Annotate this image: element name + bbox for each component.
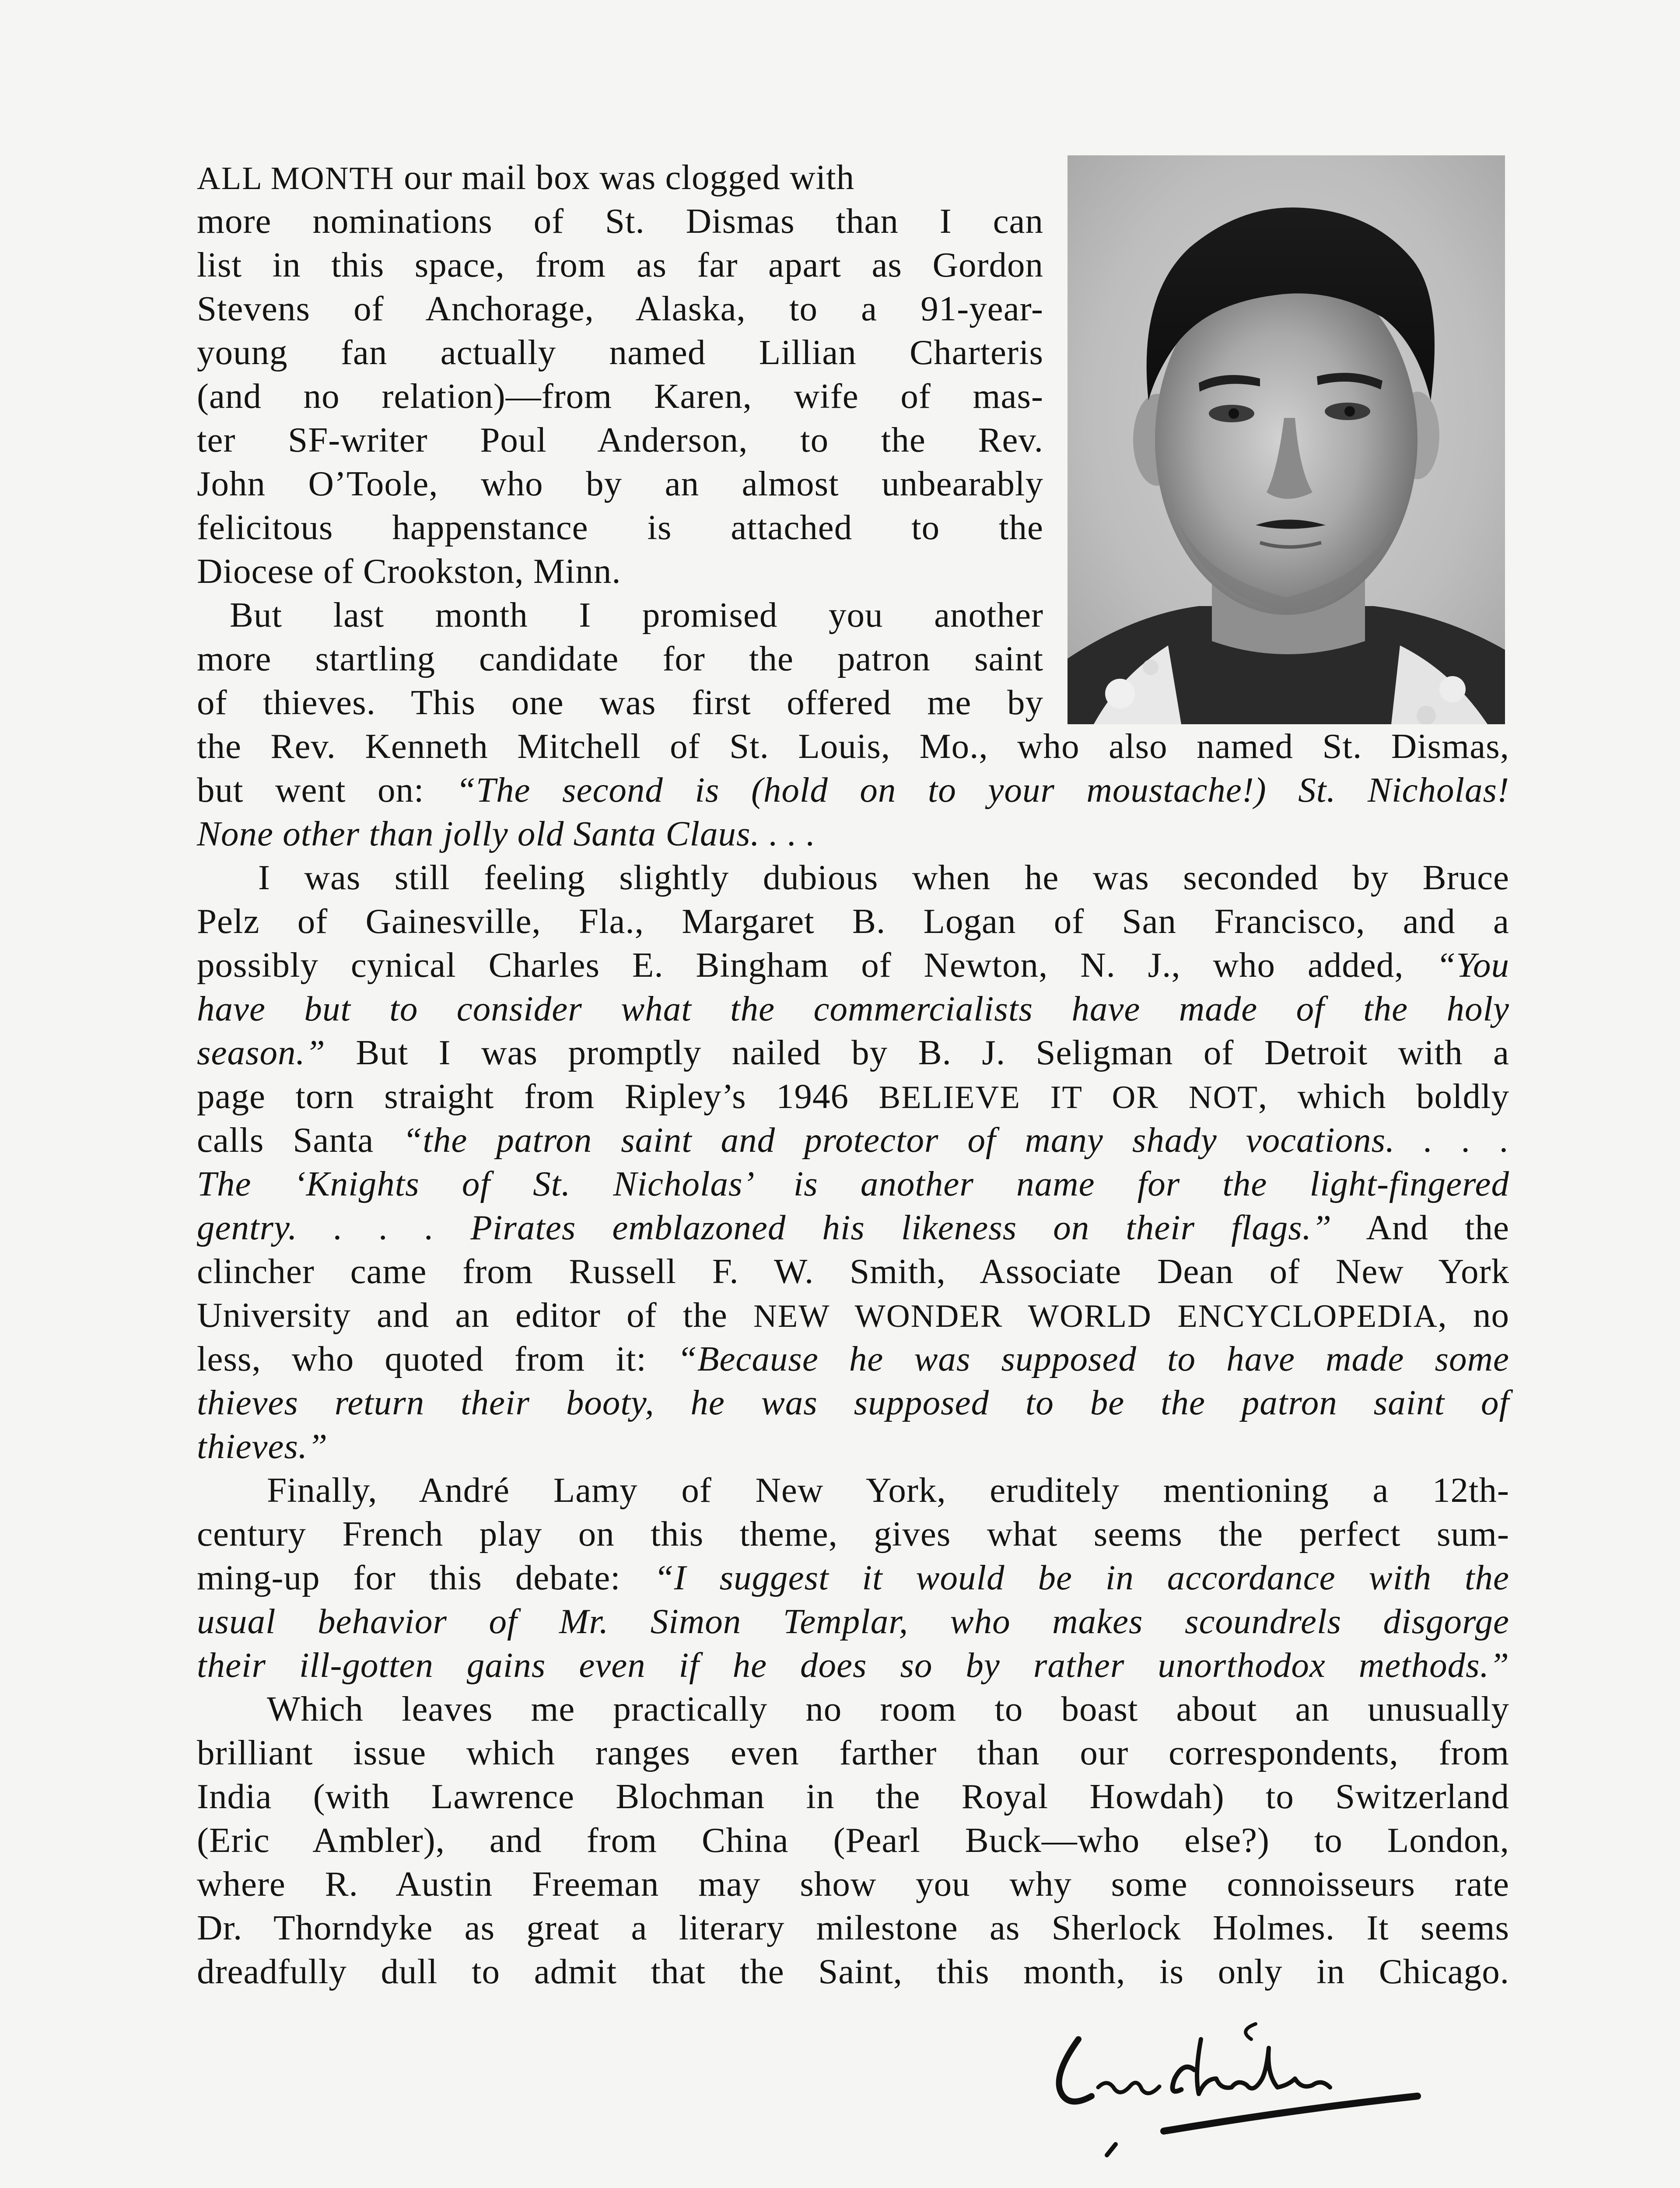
lead-in-small-caps: ALL MONTH — [197, 161, 395, 196]
encyclopedia-title-small-caps: NEW WONDER WORLD ENCYCLOPEDIA — [753, 1298, 1438, 1334]
author-portrait-photo — [1068, 155, 1505, 724]
text-line: The ‘Knights of St. Nicholas’ is another name for the light-fingered — [197, 1164, 1509, 1203]
text-line: Diocese of Crookston, Minn. — [197, 551, 621, 591]
text-line: ming-up for this debate: “I suggest it would be in accordance with the — [197, 1558, 1509, 1597]
text-line: gentry. . . . Pirates emblazoned his likeness on their flags.” And the — [197, 1208, 1509, 1247]
text-line: usual behavior of Mr. Simon Templar, who makes scoundrels disgorge — [197, 1602, 1509, 1641]
book-title-small-caps: BELIEVE IT OR NOT — [878, 1080, 1258, 1115]
text-line: Pelz of Gainesville, Fla., Margaret B. Logan of San Francisco, and a — [197, 901, 1509, 941]
text-line: (Eric Ambler), and from China (Pearl Buck—who else?) to London, — [197, 1820, 1509, 1860]
text-line: more startling candidate for the patron saint — [197, 639, 1043, 678]
text-line: India (with Lawrence Blochman in the Royal Howdah) to Switzerland — [197, 1777, 1509, 1816]
text-line: brilliant issue which ranges even farther than our correspondents, from — [197, 1733, 1509, 1772]
text-line: of thieves. This one was first offered me by — [197, 683, 1043, 722]
text-line: calls Santa “the patron saint and protector of many shady vocations. . . . — [197, 1120, 1509, 1160]
text-line: season.” But I was promptly nailed by B. J. Seligman of Detroit with a — [197, 1033, 1509, 1072]
text-line: thieves return their booty, he was supposed to be the patron saint of — [197, 1383, 1509, 1422]
text-line: the Rev. Kenneth Mitchell of St. Louis, Mo., who also named St. Dismas, — [197, 726, 1509, 766]
text-line: clincher came from Russell F. W. Smith, Associate Dean of New York — [197, 1252, 1509, 1291]
text-line: thieves.” — [197, 1427, 328, 1466]
author-signature — [1032, 2013, 1470, 2188]
text-line: But last month I promised you another — [230, 595, 1043, 635]
text-line: more nominations of St. Dismas than I can — [197, 201, 1043, 241]
text-line: Which leaves me practically no room to boast about an unusually — [267, 1689, 1509, 1729]
text-line: where R. Austin Freeman may show you why some connoisseurs rate — [197, 1864, 1509, 1904]
text-line: John O’Toole, who by an almost unbearably — [197, 464, 1043, 503]
text-line: dreadfully dull to admit that the Saint, this month, is only in Chicago. — [197, 1952, 1509, 1991]
text-line: but went on: “The second is (hold on to your moustache!) St. Nicholas! — [197, 770, 1509, 810]
text-line: felicitous happenstance is attached to the — [197, 508, 1043, 547]
text-line: I was still feeling slightly dubious when he was seconded by Bruce — [258, 858, 1509, 897]
text-line: their ill-gotten gains even if he does so by rather unorthodox methods.” — [197, 1645, 1509, 1685]
text-line: ter SF-writer Poul Anderson, to the Rev. — [197, 420, 1043, 459]
text-line: ALL MONTH our mail box was clogged with — [197, 158, 855, 197]
text-line: University and an editor of the NEW WONDER WORLD ENCYCLOPEDIA, no — [197, 1295, 1510, 1335]
text-line: young fan actually named Lillian Charteris — [197, 333, 1043, 372]
text-line: possibly cynical Charles E. Bingham of Newton, N. J., who added, “You — [197, 945, 1509, 985]
text-line: list in this space, from as far apart as Gordon — [197, 245, 1043, 284]
text-line: Finally, André Lamy of New York, eruditely mentioning a 12th- — [267, 1470, 1509, 1510]
text-line: have but to consider what the commercialists have made of the holy — [197, 989, 1509, 1028]
text-line: None other than jolly old Santa Claus. . . . — [197, 814, 816, 853]
text-line: century French play on this theme, gives what seems the perfect sum- — [197, 1514, 1509, 1553]
text-line: Stevens of Anchorage, Alaska, to a 91-year- — [197, 289, 1043, 328]
text-line: Dr. Thorndyke as great a literary milestone as Sherlock Holmes. It seems — [197, 1908, 1509, 1947]
text-line: less, who quoted from it: “Because he was supposed to have made some — [197, 1339, 1509, 1378]
text-line: page torn straight from Ripley’s 1946 BELIEVE IT OR NOT, which boldly — [197, 1076, 1509, 1116]
text-line: (and no relation)—from Karen, wife of mas- — [197, 376, 1043, 416]
